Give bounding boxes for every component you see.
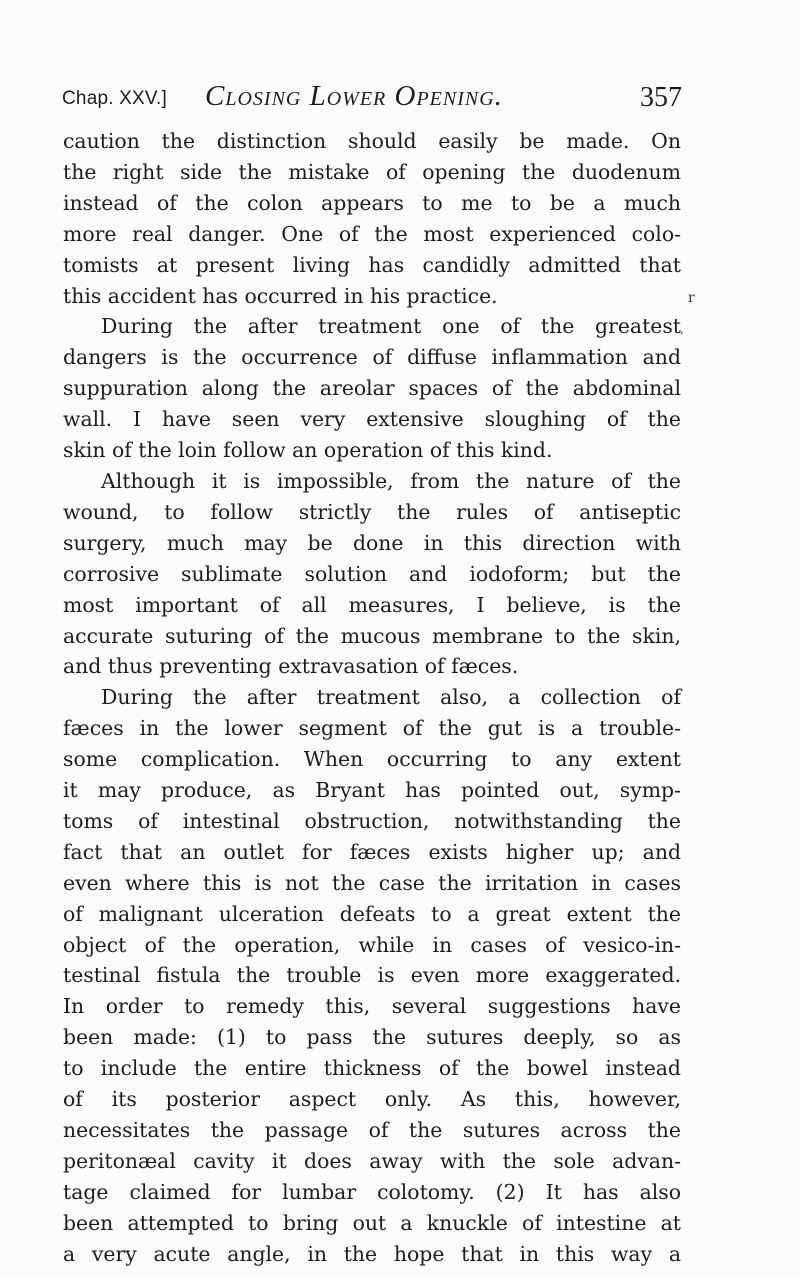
text-line: caution the distinction should easily be made. On xyxy=(63,129,681,153)
running-title: Closing Lower Opening. xyxy=(205,80,503,112)
text-line: During the after treatment also, a collection of xyxy=(101,685,681,710)
text-line: even where this is not the case the irritation in cases xyxy=(63,870,681,895)
text-line: suppuration along the areolar spaces of the abdominal xyxy=(63,376,681,401)
text-line: fact that an outlet for fæces exists higher up; and xyxy=(63,839,681,864)
text-line: tomists at present living has candidly admitted that xyxy=(63,252,681,277)
text-line: dangers is the occurrence of diffuse inflammation and xyxy=(63,345,681,370)
text-line: been attempted to bring out a knuckle of intestine at xyxy=(63,1210,681,1235)
chapter-reference: Chap. XXV.] xyxy=(62,88,168,109)
text-line: Although it is impossible, from the nature of the xyxy=(101,468,681,493)
text-line: testinal fistula the trouble is even more exaggerated. xyxy=(63,963,681,988)
text-line: and thus preventing extravasation of fæces. xyxy=(63,654,519,679)
text-line: of its posterior aspect only. As this, however, xyxy=(63,1087,681,1112)
body-text xyxy=(63,126,681,1270)
text-line: of malignant ulceration defeats to a great extent the xyxy=(63,901,681,926)
page-number: 357 xyxy=(640,82,682,113)
text-line: toms of intestinal obstruction, notwithstanding the xyxy=(63,808,681,833)
running-header xyxy=(62,80,682,120)
text-line: this accident has occurred in his practice. xyxy=(63,283,498,308)
text-line: some complication. When occurring to any extent xyxy=(63,747,681,772)
margin-mark: r xyxy=(688,290,695,306)
text-line: the right side the mistake of opening the duodenum xyxy=(63,159,681,184)
text-line: more real danger. One of the most experienced colo- xyxy=(63,221,681,246)
text-line: During the after treatment one of the greatest xyxy=(101,314,681,339)
text-line: tage claimed for lumbar colotomy. (2) It has also xyxy=(63,1179,681,1204)
text-line: to include the entire thickness of the bowel instead xyxy=(63,1056,681,1081)
text-line: In order to remedy this, several suggestions have xyxy=(63,994,681,1019)
text-line: necessitates the passage of the sutures across the xyxy=(63,1118,681,1142)
text-line: instead of the colon appears to me to be a much xyxy=(63,190,681,215)
text-line: fæces in the lower segment of the gut is a trouble- xyxy=(63,716,681,741)
text-line: wall. I have seen very extensive sloughing of the xyxy=(63,407,681,432)
text-line: object of the operation, while in cases of vesico-in- xyxy=(63,932,681,957)
text-line: accurate suturing of the mucous membrane to the skin, xyxy=(63,623,681,648)
text-line: most important of all measures, I believe, is the xyxy=(63,592,681,617)
text-line: peritonæal cavity it does away with the sole advan- xyxy=(63,1148,681,1173)
text-line: skin of the loin follow an operation of this kind. xyxy=(63,438,553,463)
text-line: surgery, much may be done in this direction with xyxy=(63,530,681,555)
text-line: a very acute angle, in the hope that in this way a xyxy=(63,1241,681,1266)
margin-mark: , xyxy=(680,322,684,336)
text-line: corrosive sublimate solution and iodoform; but the xyxy=(63,561,681,586)
text-line: been made: (1) to pass the sutures deeply, so as xyxy=(63,1025,681,1050)
text-line: it may produce, as Bryant has pointed out, symp- xyxy=(63,778,681,803)
text-line: wound, to follow strictly the rules of antiseptic xyxy=(63,499,681,524)
